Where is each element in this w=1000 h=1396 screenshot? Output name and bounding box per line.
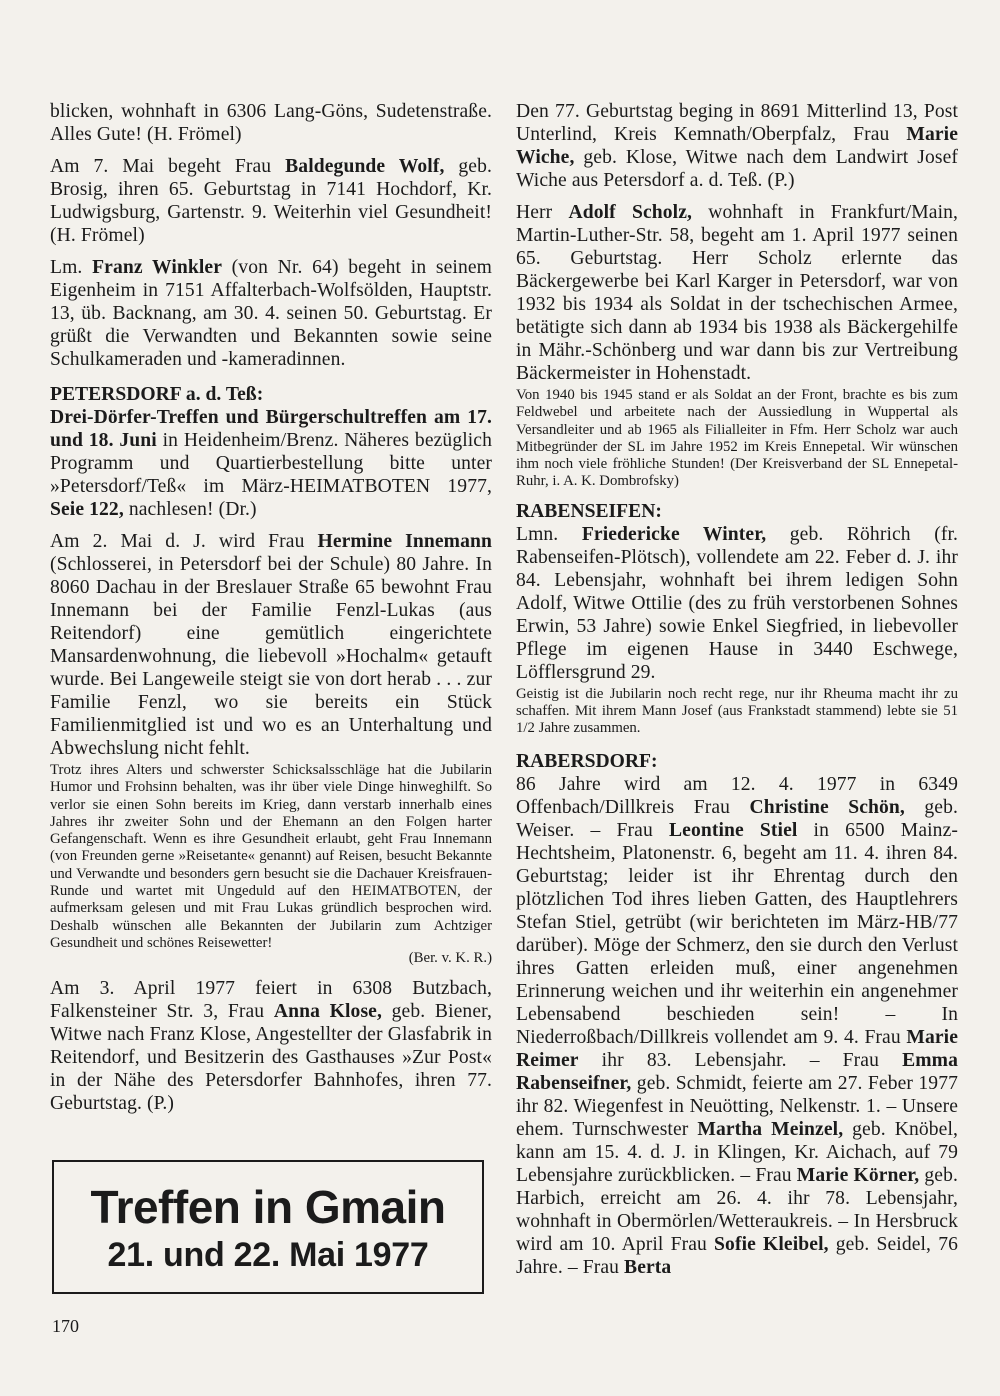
paragraph-anna-klose: Am 3. April 1977 feiert in 6308 Butzbach, Falkensteiner Str. 3, Frau Anna Klose, geb. Biener, Witwe nach Franz Klose, Angestellter der Glasfabrik in Reitendorf, und Besitzerin des Gasthauses »Zur Post« in der Nähe des Petersdorfer Bahnhofes, ihren 77. Geburtstag. (P.) — [50, 977, 492, 1114]
right-column — [516, 100, 958, 1288]
paragraph-friedericke-winter: Lmn. Friedericke Winter, geb. Röhrich (fr. Rabenseifen-Plötsch), vollendete am 22. Feber d. J. ihr 84. Lebensjahr, wohnhaft bei ihrem ledigen Sohn Adolf, Witwe Ottilie (des zu früh verstorbenen Sohnes Erwin, 53 Jahre) sowie Enkel Siegfried, in liebevoller Pflege im eigenen Hause in 3440 Eschwege, Löfflersgrund 29. — [516, 523, 959, 683]
paragraph-marie-wiche: Den 77. Geburtstag beging in 8691 Mitterlind 13, Post Unterlind, Kreis Kemnath/Oberpfalz, Frau Marie Wiche, geb. Klose, Witwe nach dem Landwirt Josef Wiche aus Petersdorf a. d. Teß. (P.) — [516, 101, 958, 191]
paragraph-adolf-scholz: Herr Adolf Scholz, wohnhaft in Frankfurt/Main, Martin-Luther-Str. 58, begeht am 1. April 1977 seinen 65. Geburtstag. Herr Scholz erlernte das Bäckergewerbe bei Karl Karger in Petersdorf, war von 1932 bis 1934 als Soldat in der tschechischen Armee, betätigte sich dann ab 1934 bis 1938 als Bäckergehilfe in Mähr.-Schönberg und war dann bis zur Vertreibung Bäckermeister in Hohenstadt. — [516, 202, 959, 384]
page-number: 170 — [52, 1316, 79, 1336]
left-column — [50, 100, 492, 1124]
paragraph-lang-goens: blicken, wohnhaft in 6306 Lang-Göns, Sudetenstraße. Alles Gute! (H. Frömel) — [50, 101, 492, 145]
paragraph-baldegunde-wolf: Am 7. Mai begeht Frau Baldegunde Wolf, geb. Brosig, ihren 65. Geburtstag in 7141 Hochdorf, Kr. Ludwigsburg, Gartenstr. 9. Weiterhin viel Gesundheit! (H. Frömel) — [50, 156, 493, 246]
announcement-date: 21. und 22. Mai 1977 — [107, 1236, 429, 1274]
announcement-title: Treffen in Gmain — [90, 1181, 446, 1233]
paragraph-scholz-details: Von 1940 bis 1945 stand er als Soldat an der Front, brachte es bis zum Feldwebel und arbeitete nach der Aussiedlung in Wuppertal als Versandleiter und ab 1965 als Filialleiter in Ffm. Herr Scholz war auch Mitbegründer der SL im Jahre 1952 im Kreis Ennepetal. Wir wünschen ihm noch viele fröhliche Stunden! (Der Kreisverband der SL Ennepetal-Ruhr, i. A. K. Dombrofsky) — [516, 387, 958, 490]
paragraph-winter-details: Geistig ist die Jubilarin noch recht rege, nur ihr Rheuma macht ihr zu schaffen. Mit ihrem Mann Josef (aus Frankstadt stammend) lebte sie 51 1/2 Jahre zusammen. — [516, 685, 958, 737]
section-heading-rabenseifen: RABENSEIFEN: — [516, 500, 662, 522]
announcement-box — [52, 1160, 484, 1294]
paragraph-hermine-innemann: Am 2. Mai d. J. wird Frau Hermine Innemann (Schlosserei, in Petersdorf bei der Schule) 80 Jahre. In 8060 Dachau in der Breslauer Straße 65 bewohnt Frau Innemann bei der Familie Fenzl-Lukas (aus Reitendorf) eine gemütlich eingerichtete Mansardenwohnung, die liebevoll »Hochalm« getauft wurde. Bei Langeweile steigt sie von dort herab . . . zur Familie Fenzl, wo sie bereits ein Stück Familienmitglied ist und wo es an Unterhaltung und Abwechslung nicht fehlt. — [50, 531, 492, 759]
section-heading-petersdorf: PETERSDORF a. d. Teß: — [50, 384, 264, 405]
paragraph-credit: (Ber. v. K. R.) — [408, 950, 492, 967]
paragraph-rabersdorf-birthdays: 86 Jahre wird am 12. 4. 1977 in 6349 Offenbach/Dillkreis Frau Christine Schön, geb. Weiser. – Frau Leontine Stiel in 6500 Mainz-Hechtsheim, Platonenstr. 6, begeht am 11. 4. ihren 84. Geburtstag; leider ist ihr Ehrentag durch den plötzlichen Tod ihres lieben Gatten, des Hauptlehrers Stefan Stiel, getrübt (wir berichteten im März-HB/77 darüber). Möge der Schmerz, den sie durch den Verlust ihres Gatten erleiden muß, einer angenehmen Erinnerung weichen und ihr weiterhin ein angenehmer Lebensabend beschieden sein! – In Niederroßbach/Dillkreis vollendet am 9. 4. Frau Marie Reimer ihr 83. Lebensjahr. – Frau Emma Rabenseifner, geb. Schmidt, feierte am 27. Feber 1977 ihr 82. Wiegenfest in Neuötting, Nelkenstr. 1. – Unsere ehem. Turnschwester Martha Meinzel, geb. Knöbel, kann am 15. 4. d. J. in Klingen, Kr. Aichach, auf 79 Lebensjahre zurückblicken. – Frau Marie Körner, geb. Harbich, erreicht am 26. 4. ihr 78. Lebensjahr, wohnhaft in Obermörlen/Wetteraukreis. – In Hersbruck wird am 10. April Frau Sofie Kleibel, geb. Seidel, 76 Jahre. – Frau Berta — [516, 773, 959, 1278]
paragraph-innemann-details: Trotz ihres Alters und schwerster Schicksalsschläge hat die Jubilarin Humor und Frohsinn behalten, was ihr über viele Dinge hinweghilft. So verlor sie einen Sohn bereits im Krieg, dann verstarb innerhalb eines Jahres ihr zweiter Sohn und der Ehemann an den Folgen harter Gefangenschaft. Wenn es ihre Gesundheit erlaubt, geht Frau Innemann (von Freunden gerne »Reisetante« genannt) auf Reisen, besucht Bekannte und Verwandte und besonders gern besucht sie die Dachauer Kreisfrauen-Runde und wartet mit Ungeduld auf den HEIMATBOTEN, der aufmerksam gelesen und mit Frau Lukas gründlich besprochen wird. Deshalb wünschen alle Bekannten der Jubilarin zum Achtziger Gesundheit und schönes Reisewetter! — [50, 762, 492, 951]
section-heading-rabersdorf: RABERSDORF: — [516, 750, 658, 772]
paragraph-franz-winkler: Lm. Franz Winkler (von Nr. 64) begeht in seinem Eigenheim in 7151 Affalterbach-Wolfsölden, Hauptstr. 13, üb. Backnang, am 30. 4. seinen 50. Geburtstag. Er grüßt die Verwandten und Bekannten sowie seine Schulkameraden und -kameradinnen. — [50, 257, 492, 370]
paragraph-drei-doerfer-treffen: Drei-Dörfer-Treffen und Bürgerschultreffen am 17. und 18. Juni in Heidenheim/Brenz. Näheres bezüglich Programm und Quartierbestellung bitte unter »Petersdorf/Teß« im März-HEIMATBOTEN 1977, Seie 122, nachlesen! (Dr.) — [50, 407, 492, 520]
